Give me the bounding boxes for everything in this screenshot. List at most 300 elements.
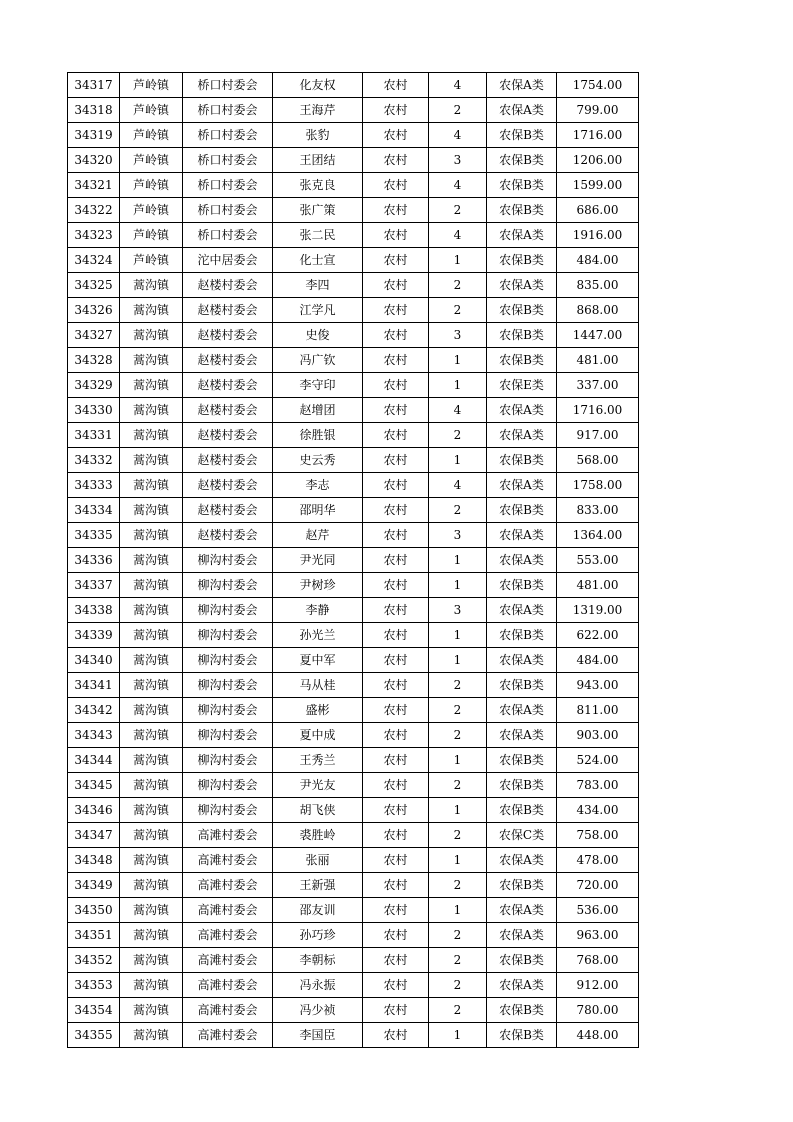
cell-record-id: 34351 bbox=[68, 923, 120, 948]
table-row bbox=[68, 73, 639, 98]
cell-village-committee: 高滩村委会 bbox=[183, 973, 273, 998]
cell-village-committee: 桥口村委会 bbox=[183, 198, 273, 223]
cell-family-size: 3 bbox=[429, 598, 487, 623]
cell-amount: 622.00 bbox=[557, 623, 639, 648]
cell-person-name: 张二民 bbox=[273, 223, 363, 248]
cell-person-name: 胡飞侠 bbox=[273, 798, 363, 823]
cell-person-name: 冯永振 bbox=[273, 973, 363, 998]
cell-household-type: 农村 bbox=[363, 223, 429, 248]
cell-insurance-category: 农保B类 bbox=[487, 798, 557, 823]
cell-amount: 337.00 bbox=[557, 373, 639, 398]
cell-family-size: 4 bbox=[429, 173, 487, 198]
table-row bbox=[68, 348, 639, 373]
cell-household-type: 农村 bbox=[363, 898, 429, 923]
table-row bbox=[68, 848, 639, 873]
cell-amount: 799.00 bbox=[557, 98, 639, 123]
cell-household-type: 农村 bbox=[363, 273, 429, 298]
cell-household-type: 农村 bbox=[363, 748, 429, 773]
cell-village-committee: 赵楼村委会 bbox=[183, 298, 273, 323]
cell-person-name: 李国臣 bbox=[273, 1023, 363, 1048]
cell-insurance-category: 农保B类 bbox=[487, 323, 557, 348]
cell-village-committee: 赵楼村委会 bbox=[183, 523, 273, 548]
cell-household-type: 农村 bbox=[363, 998, 429, 1023]
cell-family-size: 1 bbox=[429, 848, 487, 873]
cell-family-size: 2 bbox=[429, 723, 487, 748]
table-row bbox=[68, 323, 639, 348]
cell-person-name: 史云秀 bbox=[273, 448, 363, 473]
cell-amount: 835.00 bbox=[557, 273, 639, 298]
cell-insurance-category: 农保A类 bbox=[487, 923, 557, 948]
cell-town: 蒿沟镇 bbox=[120, 348, 183, 373]
cell-amount: 686.00 bbox=[557, 198, 639, 223]
cell-village-committee: 高滩村委会 bbox=[183, 948, 273, 973]
cell-town: 芦岭镇 bbox=[120, 198, 183, 223]
cell-record-id: 34343 bbox=[68, 723, 120, 748]
cell-person-name: 江学凡 bbox=[273, 298, 363, 323]
cell-amount: 963.00 bbox=[557, 923, 639, 948]
cell-family-size: 3 bbox=[429, 148, 487, 173]
cell-person-name: 张丽 bbox=[273, 848, 363, 873]
cell-record-id: 34329 bbox=[68, 373, 120, 398]
cell-record-id: 34347 bbox=[68, 823, 120, 848]
cell-insurance-category: 农保B类 bbox=[487, 748, 557, 773]
cell-village-committee: 柳沟村委会 bbox=[183, 748, 273, 773]
cell-record-id: 34333 bbox=[68, 473, 120, 498]
cell-insurance-category: 农保A类 bbox=[487, 473, 557, 498]
cell-record-id: 34334 bbox=[68, 498, 120, 523]
cell-person-name: 张豹 bbox=[273, 123, 363, 148]
cell-town: 蒿沟镇 bbox=[120, 623, 183, 648]
table-row bbox=[68, 523, 639, 548]
cell-amount: 1206.00 bbox=[557, 148, 639, 173]
cell-person-name: 王海芹 bbox=[273, 98, 363, 123]
cell-family-size: 2 bbox=[429, 198, 487, 223]
cell-record-id: 34318 bbox=[68, 98, 120, 123]
cell-town: 蒿沟镇 bbox=[120, 998, 183, 1023]
cell-household-type: 农村 bbox=[363, 498, 429, 523]
cell-household-type: 农村 bbox=[363, 923, 429, 948]
cell-amount: 912.00 bbox=[557, 973, 639, 998]
cell-person-name: 化友权 bbox=[273, 73, 363, 98]
cell-record-id: 34336 bbox=[68, 548, 120, 573]
cell-amount: 484.00 bbox=[557, 648, 639, 673]
cell-household-type: 农村 bbox=[363, 473, 429, 498]
cell-person-name: 王新强 bbox=[273, 873, 363, 898]
cell-family-size: 1 bbox=[429, 748, 487, 773]
cell-record-id: 34339 bbox=[68, 623, 120, 648]
cell-household-type: 农村 bbox=[363, 1023, 429, 1048]
cell-household-type: 农村 bbox=[363, 723, 429, 748]
cell-village-committee: 高滩村委会 bbox=[183, 848, 273, 873]
cell-town: 芦岭镇 bbox=[120, 223, 183, 248]
cell-insurance-category: 农保B类 bbox=[487, 348, 557, 373]
cell-record-id: 34325 bbox=[68, 273, 120, 298]
cell-household-type: 农村 bbox=[363, 248, 429, 273]
cell-town: 芦岭镇 bbox=[120, 123, 183, 148]
table-row bbox=[68, 173, 639, 198]
table-row bbox=[68, 723, 639, 748]
cell-household-type: 农村 bbox=[363, 698, 429, 723]
cell-household-type: 农村 bbox=[363, 548, 429, 573]
cell-insurance-category: 农保B类 bbox=[487, 248, 557, 273]
cell-record-id: 34321 bbox=[68, 173, 120, 198]
cell-village-committee: 桥口村委会 bbox=[183, 73, 273, 98]
table-row bbox=[68, 448, 639, 473]
table-row bbox=[68, 123, 639, 148]
cell-town: 蒿沟镇 bbox=[120, 423, 183, 448]
table-row bbox=[68, 248, 639, 273]
cell-household-type: 农村 bbox=[363, 773, 429, 798]
cell-household-type: 农村 bbox=[363, 198, 429, 223]
records-table-body bbox=[68, 73, 639, 1048]
cell-family-size: 2 bbox=[429, 873, 487, 898]
cell-record-id: 34338 bbox=[68, 598, 120, 623]
cell-village-committee: 桥口村委会 bbox=[183, 98, 273, 123]
table-row bbox=[68, 1023, 639, 1048]
cell-amount: 1599.00 bbox=[557, 173, 639, 198]
cell-person-name: 冯广钦 bbox=[273, 348, 363, 373]
cell-person-name: 马从桂 bbox=[273, 673, 363, 698]
cell-household-type: 农村 bbox=[363, 848, 429, 873]
cell-person-name: 史俊 bbox=[273, 323, 363, 348]
cell-village-committee: 柳沟村委会 bbox=[183, 773, 273, 798]
cell-insurance-category: 农保B类 bbox=[487, 148, 557, 173]
cell-person-name: 徐胜银 bbox=[273, 423, 363, 448]
cell-village-committee: 高滩村委会 bbox=[183, 1023, 273, 1048]
cell-household-type: 农村 bbox=[363, 873, 429, 898]
cell-record-id: 34349 bbox=[68, 873, 120, 898]
cell-amount: 478.00 bbox=[557, 848, 639, 873]
cell-person-name: 张广策 bbox=[273, 198, 363, 223]
cell-amount: 917.00 bbox=[557, 423, 639, 448]
cell-insurance-category: 农保A类 bbox=[487, 73, 557, 98]
cell-village-committee: 柳沟村委会 bbox=[183, 598, 273, 623]
table-row bbox=[68, 273, 639, 298]
cell-person-name: 李守印 bbox=[273, 373, 363, 398]
cell-record-id: 34340 bbox=[68, 648, 120, 673]
cell-insurance-category: 农保B类 bbox=[487, 623, 557, 648]
cell-amount: 524.00 bbox=[557, 748, 639, 773]
cell-person-name: 尹光同 bbox=[273, 548, 363, 573]
cell-amount: 720.00 bbox=[557, 873, 639, 898]
cell-village-committee: 赵楼村委会 bbox=[183, 473, 273, 498]
cell-person-name: 盛彬 bbox=[273, 698, 363, 723]
cell-family-size: 1 bbox=[429, 623, 487, 648]
cell-family-size: 1 bbox=[429, 1023, 487, 1048]
cell-amount: 903.00 bbox=[557, 723, 639, 748]
cell-family-size: 4 bbox=[429, 123, 487, 148]
cell-town: 蒿沟镇 bbox=[120, 548, 183, 573]
cell-person-name: 李志 bbox=[273, 473, 363, 498]
cell-family-size: 2 bbox=[429, 698, 487, 723]
cell-household-type: 农村 bbox=[363, 298, 429, 323]
cell-amount: 768.00 bbox=[557, 948, 639, 973]
cell-record-id: 34348 bbox=[68, 848, 120, 873]
cell-amount: 1758.00 bbox=[557, 473, 639, 498]
cell-record-id: 34342 bbox=[68, 698, 120, 723]
table-row bbox=[68, 623, 639, 648]
table-row bbox=[68, 548, 639, 573]
table-row bbox=[68, 973, 639, 998]
cell-insurance-category: 农保A类 bbox=[487, 898, 557, 923]
cell-village-committee: 柳沟村委会 bbox=[183, 798, 273, 823]
cell-person-name: 王秀兰 bbox=[273, 748, 363, 773]
cell-town: 芦岭镇 bbox=[120, 148, 183, 173]
cell-amount: 1319.00 bbox=[557, 598, 639, 623]
cell-insurance-category: 农保B类 bbox=[487, 673, 557, 698]
cell-village-committee: 赵楼村委会 bbox=[183, 498, 273, 523]
cell-person-name: 赵增团 bbox=[273, 398, 363, 423]
cell-town: 蒿沟镇 bbox=[120, 848, 183, 873]
cell-village-committee: 桥口村委会 bbox=[183, 148, 273, 173]
cell-family-size: 2 bbox=[429, 98, 487, 123]
cell-amount: 481.00 bbox=[557, 348, 639, 373]
cell-town: 蒿沟镇 bbox=[120, 823, 183, 848]
table-row bbox=[68, 373, 639, 398]
table-row bbox=[68, 598, 639, 623]
cell-village-committee: 柳沟村委会 bbox=[183, 698, 273, 723]
cell-town: 蒿沟镇 bbox=[120, 1023, 183, 1048]
cell-family-size: 4 bbox=[429, 223, 487, 248]
cell-person-name: 化士宣 bbox=[273, 248, 363, 273]
table-row bbox=[68, 673, 639, 698]
cell-amount: 758.00 bbox=[557, 823, 639, 848]
cell-family-size: 1 bbox=[429, 548, 487, 573]
cell-village-committee: 柳沟村委会 bbox=[183, 573, 273, 598]
cell-amount: 1754.00 bbox=[557, 73, 639, 98]
cell-insurance-category: 农保B类 bbox=[487, 173, 557, 198]
cell-household-type: 农村 bbox=[363, 123, 429, 148]
table-row bbox=[68, 873, 639, 898]
cell-village-committee: 赵楼村委会 bbox=[183, 448, 273, 473]
cell-family-size: 2 bbox=[429, 948, 487, 973]
cell-town: 蒿沟镇 bbox=[120, 273, 183, 298]
cell-town: 蒿沟镇 bbox=[120, 898, 183, 923]
cell-insurance-category: 农保A类 bbox=[487, 973, 557, 998]
cell-town: 蒿沟镇 bbox=[120, 698, 183, 723]
cell-family-size: 2 bbox=[429, 973, 487, 998]
cell-village-committee: 高滩村委会 bbox=[183, 873, 273, 898]
cell-family-size: 2 bbox=[429, 423, 487, 448]
cell-town: 蒿沟镇 bbox=[120, 298, 183, 323]
cell-person-name: 夏中成 bbox=[273, 723, 363, 748]
cell-record-id: 34345 bbox=[68, 773, 120, 798]
cell-village-committee: 桥口村委会 bbox=[183, 173, 273, 198]
cell-town: 蒿沟镇 bbox=[120, 323, 183, 348]
cell-insurance-category: 农保B类 bbox=[487, 498, 557, 523]
records-table bbox=[67, 72, 639, 1048]
cell-household-type: 农村 bbox=[363, 623, 429, 648]
cell-amount: 568.00 bbox=[557, 448, 639, 473]
cell-town: 蒿沟镇 bbox=[120, 748, 183, 773]
cell-village-committee: 高滩村委会 bbox=[183, 823, 273, 848]
cell-village-committee: 柳沟村委会 bbox=[183, 673, 273, 698]
cell-town: 蒿沟镇 bbox=[120, 923, 183, 948]
cell-insurance-category: 农保A类 bbox=[487, 523, 557, 548]
cell-town: 芦岭镇 bbox=[120, 248, 183, 273]
cell-record-id: 34352 bbox=[68, 948, 120, 973]
cell-record-id: 34337 bbox=[68, 573, 120, 598]
cell-town: 蒿沟镇 bbox=[120, 773, 183, 798]
cell-record-id: 34322 bbox=[68, 198, 120, 223]
cell-village-committee: 赵楼村委会 bbox=[183, 348, 273, 373]
cell-village-committee: 柳沟村委会 bbox=[183, 648, 273, 673]
cell-household-type: 农村 bbox=[363, 73, 429, 98]
cell-person-name: 李静 bbox=[273, 598, 363, 623]
cell-family-size: 2 bbox=[429, 998, 487, 1023]
cell-record-id: 34328 bbox=[68, 348, 120, 373]
table-row bbox=[68, 98, 639, 123]
cell-town: 蒿沟镇 bbox=[120, 948, 183, 973]
cell-household-type: 农村 bbox=[363, 323, 429, 348]
table-row bbox=[68, 648, 639, 673]
cell-household-type: 农村 bbox=[363, 798, 429, 823]
cell-amount: 553.00 bbox=[557, 548, 639, 573]
cell-person-name: 裘胜岭 bbox=[273, 823, 363, 848]
cell-town: 芦岭镇 bbox=[120, 173, 183, 198]
cell-amount: 1447.00 bbox=[557, 323, 639, 348]
cell-household-type: 农村 bbox=[363, 573, 429, 598]
cell-village-committee: 沱中居委会 bbox=[183, 248, 273, 273]
cell-record-id: 34324 bbox=[68, 248, 120, 273]
table-row bbox=[68, 423, 639, 448]
cell-family-size: 2 bbox=[429, 823, 487, 848]
cell-record-id: 34354 bbox=[68, 998, 120, 1023]
cell-household-type: 农村 bbox=[363, 398, 429, 423]
cell-household-type: 农村 bbox=[363, 423, 429, 448]
table-row bbox=[68, 898, 639, 923]
cell-family-size: 2 bbox=[429, 498, 487, 523]
cell-family-size: 1 bbox=[429, 648, 487, 673]
cell-household-type: 农村 bbox=[363, 598, 429, 623]
cell-family-size: 4 bbox=[429, 73, 487, 98]
cell-family-size: 2 bbox=[429, 923, 487, 948]
cell-record-id: 34319 bbox=[68, 123, 120, 148]
cell-amount: 1916.00 bbox=[557, 223, 639, 248]
cell-town: 蒿沟镇 bbox=[120, 523, 183, 548]
cell-town: 蒿沟镇 bbox=[120, 598, 183, 623]
cell-town: 蒿沟镇 bbox=[120, 973, 183, 998]
cell-village-committee: 高滩村委会 bbox=[183, 898, 273, 923]
cell-household-type: 农村 bbox=[363, 648, 429, 673]
table-row bbox=[68, 748, 639, 773]
cell-person-name: 李四 bbox=[273, 273, 363, 298]
cell-village-committee: 高滩村委会 bbox=[183, 998, 273, 1023]
cell-person-name: 尹树珍 bbox=[273, 573, 363, 598]
cell-insurance-category: 农保A类 bbox=[487, 98, 557, 123]
cell-household-type: 农村 bbox=[363, 373, 429, 398]
table-row bbox=[68, 798, 639, 823]
cell-village-committee: 柳沟村委会 bbox=[183, 623, 273, 648]
cell-town: 蒿沟镇 bbox=[120, 648, 183, 673]
cell-family-size: 2 bbox=[429, 673, 487, 698]
cell-town: 芦岭镇 bbox=[120, 73, 183, 98]
cell-family-size: 3 bbox=[429, 323, 487, 348]
cell-amount: 780.00 bbox=[557, 998, 639, 1023]
table-row bbox=[68, 398, 639, 423]
cell-village-committee: 柳沟村委会 bbox=[183, 723, 273, 748]
cell-insurance-category: 农保B类 bbox=[487, 773, 557, 798]
cell-village-committee: 柳沟村委会 bbox=[183, 548, 273, 573]
table-row bbox=[68, 498, 639, 523]
cell-family-size: 1 bbox=[429, 348, 487, 373]
cell-village-committee: 高滩村委会 bbox=[183, 923, 273, 948]
cell-insurance-category: 农保E类 bbox=[487, 373, 557, 398]
cell-family-size: 1 bbox=[429, 448, 487, 473]
cell-person-name: 邵友训 bbox=[273, 898, 363, 923]
cell-town: 蒿沟镇 bbox=[120, 373, 183, 398]
cell-record-id: 34335 bbox=[68, 523, 120, 548]
cell-town: 蒿沟镇 bbox=[120, 473, 183, 498]
cell-village-committee: 赵楼村委会 bbox=[183, 273, 273, 298]
cell-record-id: 34326 bbox=[68, 298, 120, 323]
cell-amount: 1716.00 bbox=[557, 398, 639, 423]
cell-village-committee: 桥口村委会 bbox=[183, 223, 273, 248]
cell-household-type: 农村 bbox=[363, 148, 429, 173]
cell-insurance-category: 农保B类 bbox=[487, 448, 557, 473]
cell-family-size: 1 bbox=[429, 373, 487, 398]
cell-amount: 434.00 bbox=[557, 798, 639, 823]
table-row bbox=[68, 698, 639, 723]
cell-person-name: 王团结 bbox=[273, 148, 363, 173]
cell-insurance-category: 农保C类 bbox=[487, 823, 557, 848]
cell-household-type: 农村 bbox=[363, 523, 429, 548]
cell-household-type: 农村 bbox=[363, 948, 429, 973]
cell-family-size: 1 bbox=[429, 248, 487, 273]
cell-town: 蒿沟镇 bbox=[120, 573, 183, 598]
cell-insurance-category: 农保B类 bbox=[487, 198, 557, 223]
cell-family-size: 2 bbox=[429, 773, 487, 798]
cell-record-id: 34346 bbox=[68, 798, 120, 823]
cell-record-id: 34323 bbox=[68, 223, 120, 248]
cell-amount: 783.00 bbox=[557, 773, 639, 798]
table-row bbox=[68, 198, 639, 223]
table-row bbox=[68, 148, 639, 173]
cell-household-type: 农村 bbox=[363, 973, 429, 998]
cell-amount: 448.00 bbox=[557, 1023, 639, 1048]
cell-amount: 1716.00 bbox=[557, 123, 639, 148]
cell-record-id: 34332 bbox=[68, 448, 120, 473]
cell-insurance-category: 农保B类 bbox=[487, 998, 557, 1023]
cell-person-name: 尹光友 bbox=[273, 773, 363, 798]
cell-village-committee: 赵楼村委会 bbox=[183, 398, 273, 423]
cell-family-size: 3 bbox=[429, 523, 487, 548]
table-row bbox=[68, 473, 639, 498]
cell-town: 蒿沟镇 bbox=[120, 673, 183, 698]
cell-person-name: 孙光兰 bbox=[273, 623, 363, 648]
cell-insurance-category: 农保A类 bbox=[487, 648, 557, 673]
table-row bbox=[68, 298, 639, 323]
cell-household-type: 农村 bbox=[363, 823, 429, 848]
cell-family-size: 2 bbox=[429, 298, 487, 323]
cell-record-id: 34353 bbox=[68, 973, 120, 998]
table-row bbox=[68, 823, 639, 848]
cell-record-id: 34341 bbox=[68, 673, 120, 698]
cell-amount: 481.00 bbox=[557, 573, 639, 598]
cell-record-id: 34355 bbox=[68, 1023, 120, 1048]
cell-record-id: 34350 bbox=[68, 898, 120, 923]
cell-town: 蒿沟镇 bbox=[120, 498, 183, 523]
cell-amount: 484.00 bbox=[557, 248, 639, 273]
cell-family-size: 2 bbox=[429, 273, 487, 298]
cell-insurance-category: 农保B类 bbox=[487, 948, 557, 973]
cell-person-name: 冯少祯 bbox=[273, 998, 363, 1023]
cell-person-name: 孙巧珍 bbox=[273, 923, 363, 948]
cell-town: 蒿沟镇 bbox=[120, 723, 183, 748]
cell-town: 蒿沟镇 bbox=[120, 873, 183, 898]
table-row bbox=[68, 773, 639, 798]
cell-insurance-category: 农保B类 bbox=[487, 123, 557, 148]
